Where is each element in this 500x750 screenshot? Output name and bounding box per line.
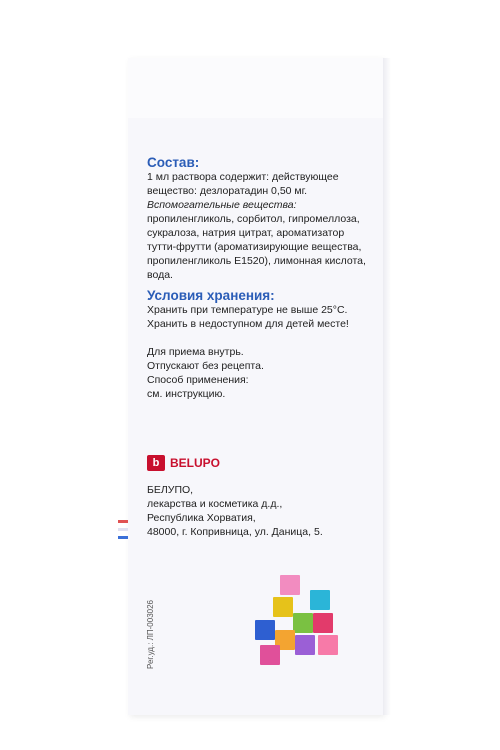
colored-cubes-illustration bbox=[255, 575, 345, 665]
composition-line-2: вещество: дезлоратадин 0,50 мг. bbox=[147, 185, 308, 197]
cube-blue-left bbox=[255, 620, 275, 640]
composition-line-6: тутти-фрутти (ароматизирующие вещества, bbox=[147, 241, 362, 253]
box-top-strip bbox=[128, 58, 383, 118]
blue-stripe bbox=[118, 536, 128, 539]
cube-pink-top bbox=[280, 575, 300, 595]
cube-magenta bbox=[260, 645, 280, 665]
box-right-edge bbox=[383, 58, 391, 715]
manufacturer-line-1: БЕЛУПО, bbox=[147, 484, 194, 496]
cube-cyan bbox=[310, 590, 330, 610]
cube-green bbox=[293, 613, 313, 633]
registration-number: Рег.уд.: ЛП-003026 bbox=[146, 600, 155, 670]
side-color-stripes bbox=[118, 520, 128, 538]
storage-line-2: Хранить в недоступном для детей месте! bbox=[147, 318, 349, 330]
composition-line-4: пропиленгликоль, сорбитол, гипромеллоза, bbox=[147, 213, 360, 225]
composition-line-5: сукралоза, натрия цитрат, ароматизатор bbox=[147, 227, 345, 239]
cube-yellow bbox=[273, 597, 293, 617]
manufacturer-line-4: 48000, г. Копривница, ул. Даница, 5. bbox=[147, 526, 323, 538]
storage-heading: Условия хранения: bbox=[147, 288, 275, 303]
label-text-area bbox=[147, 155, 377, 401]
usage-line-2: Отпускают без рецепта. bbox=[147, 360, 264, 372]
composition-heading: Состав: bbox=[147, 155, 200, 170]
usage-line-4: см. инструкцию. bbox=[147, 388, 226, 400]
composition-line-8: вода. bbox=[147, 269, 173, 281]
belupo-logo bbox=[147, 455, 220, 471]
belupo-logo-icon: b bbox=[147, 455, 165, 471]
usage-line-1: Для приема внутрь. bbox=[147, 346, 244, 358]
cube-purple bbox=[295, 635, 315, 655]
box-side-edge bbox=[118, 58, 128, 715]
composition-line-7: пропиленгликоль E1520), лимонная кислота, bbox=[147, 255, 366, 267]
cube-red bbox=[313, 613, 333, 633]
storage-line-1: Хранить при температуре не выше 25°С. bbox=[147, 304, 348, 316]
cube-pink-right bbox=[318, 635, 338, 655]
manufacturer-line-3: Республика Хорватия, bbox=[147, 512, 256, 524]
manufacturer-address bbox=[147, 483, 377, 539]
belupo-logo-text: BELUPO bbox=[170, 456, 221, 470]
composition-line-1: 1 мл раствора содержит: действующее bbox=[147, 171, 339, 183]
composition-line-3: Вспомогательные вещества: bbox=[147, 199, 297, 211]
usage-line-3: Способ применения: bbox=[147, 374, 249, 386]
white-stripe bbox=[118, 528, 128, 531]
manufacturer-line-2: лекарства и косметика д.д., bbox=[147, 498, 283, 510]
usage-block bbox=[147, 345, 377, 401]
red-stripe bbox=[118, 520, 128, 523]
